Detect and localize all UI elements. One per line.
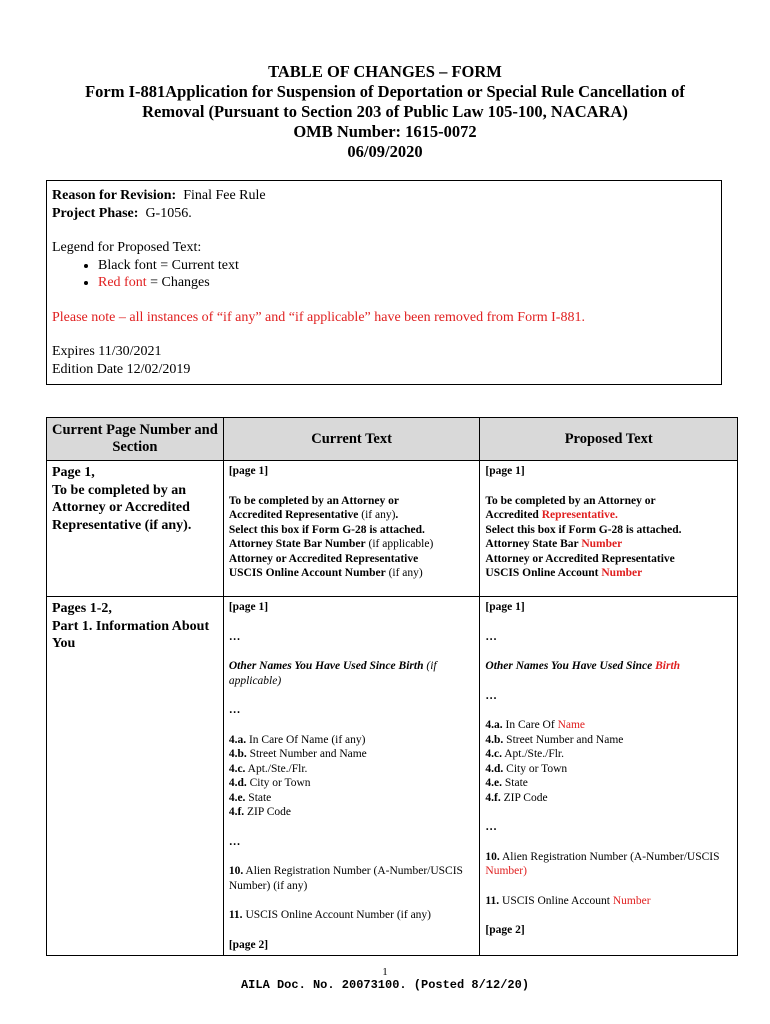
row1-pro-line3: Select this box if Form G-28 is attached. [485, 523, 682, 536]
legend-list [52, 257, 716, 292]
row2-current-text [223, 597, 480, 956]
row1-section-title: To be completed by an Attorney or Accredited Representative (if any). [52, 482, 192, 533]
page-number: 1 [382, 966, 388, 978]
header-date: 06/09/2020 [347, 142, 423, 161]
row2-pro-ellipsis1: … [485, 630, 497, 643]
header-title: TABLE OF CHANGES – FORM [268, 62, 502, 81]
page-footer [0, 966, 770, 993]
edition-date: Edition Date 12/02/2019 [52, 361, 191, 377]
row1-section [47, 461, 224, 597]
row2-pro-item11: 11. USCIS Online Account Number [485, 894, 651, 907]
row2-proposed-page: [page 1] [485, 601, 525, 613]
reason-label: Reason for Revision: [52, 188, 177, 203]
row2-pro-item10: 10. Alien Registration Number (A-Number/USCIS Number) [485, 850, 720, 877]
row1-proposed-page: [page 1] [485, 465, 525, 477]
row1-cur-line4: Attorney State Bar Number (if applicable) [228, 538, 434, 550]
row1-current-page: [page 1] [228, 465, 269, 477]
row2-pro-ellipsis3: … [485, 821, 497, 833]
legend-red [98, 274, 716, 292]
row2-section-page: Pages 1-2, [52, 601, 112, 616]
legend-title: Legend for Proposed Text: [52, 240, 202, 255]
table-row [47, 597, 738, 956]
row1-current-block [229, 494, 475, 581]
row2-cur-other-names: Other Names You Have Used Since Birth (if applicable) [228, 660, 437, 687]
row1-proposed-text [480, 461, 738, 597]
row2-cur-item10: 10. Alien Registration Number (A-Number/USCIS Number) (if any) [228, 865, 463, 892]
row1-cur-line5: Attorney or Accredited Representative [228, 552, 419, 565]
table-row [47, 461, 738, 597]
row1-cur-line2: Accredited Representative (if any). [228, 509, 399, 521]
row2-current-page: [page 1] [228, 601, 269, 613]
row1-pro-line6: USCIS Online Account Number [485, 567, 643, 579]
row1-cur-line6: USCIS Online Account Number (if any) [228, 567, 423, 579]
revision-info-box [46, 180, 722, 385]
row1-section-page: Page 1, [52, 465, 95, 480]
row2-pro-address-block: 4.a. In Care Of Name 4.b. Street Number and Name 4.c. Apt./Ste./Flr. 4.d. City or Town 4.e. State 4.f. ZIP Code [485, 719, 624, 804]
row1-cur-line3: Select this box if Form G-28 is attached. [228, 523, 425, 536]
table-header-row [47, 418, 738, 461]
row2-cur-address-block: 4.a. In Care Of Name (if any) 4.b. Street Number and Name 4.c. Apt./Ste./Flr. 4.d. City or Town 4.e. State 4.f. ZIP Code [228, 733, 367, 818]
row1-pro-line4: Attorney State Bar Number [485, 538, 623, 550]
row1-pro-line1: To be completed by an Attorney or [485, 494, 656, 507]
row1-pro-line5: Attorney or Accredited Representative [485, 552, 675, 565]
row1-pro-line2: Accredited Representative. [485, 509, 618, 521]
expiration-date: Expires 11/30/2021 [52, 344, 162, 359]
reason-value: Final Fee Rule [183, 188, 266, 203]
row2-proposed-text [480, 597, 738, 956]
row2-section-title: Part 1. Information About You [52, 618, 210, 651]
col-header-current-text: Current Text [223, 418, 480, 461]
row2-pro-ellipsis2: … [485, 689, 497, 702]
row2-section [47, 597, 224, 956]
row1-cur-line1: To be completed by an Attorney or [228, 494, 399, 507]
row1-current-text [223, 461, 480, 597]
phase-label: Project Phase: [52, 205, 139, 221]
document-header [30, 62, 740, 162]
legend-red-word: Red font [98, 275, 147, 290]
row2-pro-page2: [page 2] [485, 924, 525, 936]
legend-red-rest: = Changes [146, 275, 210, 290]
legend-black: • Black font = Current text [98, 257, 716, 275]
row2-cur-ellipsis1: … [228, 630, 241, 643]
phase-line [52, 205, 716, 223]
row2-cur-ellipsis3: … [228, 835, 241, 848]
header-form-name-cont: Removal (Pursuant to Section 203 of Public Law 105-100, NACARA) [142, 102, 628, 121]
row2-cur-page2: [page 2] [228, 938, 269, 951]
aila-doc-number: AILA Doc. No. 20073100. (Posted 8/12/20) [240, 978, 530, 992]
revision-note: Please note – all instances of “if any” and “if applicable” have been removed from Form I-881. [52, 309, 585, 325]
row2-cur-item11: 11. USCIS Online Account Number (if any) [228, 909, 432, 921]
header-form-name: Form I-881Application for Suspension of Deportation or Special Rule Cancellation of [85, 82, 685, 101]
header-omb-number: OMB Number: 1615-0072 [293, 122, 477, 141]
row2-cur-ellipsis2: … [228, 704, 241, 716]
phase-value: G-1056. [145, 205, 192, 221]
reason-line [52, 187, 716, 205]
row1-proposed-block [485, 494, 732, 581]
changes-table [46, 417, 738, 956]
col-header-proposed-text: Proposed Text [480, 418, 738, 461]
col-header-current-page: Current Page Number and Section [47, 418, 224, 461]
row2-pro-other-names: Other Names You Have Used Since Birth [485, 660, 681, 672]
